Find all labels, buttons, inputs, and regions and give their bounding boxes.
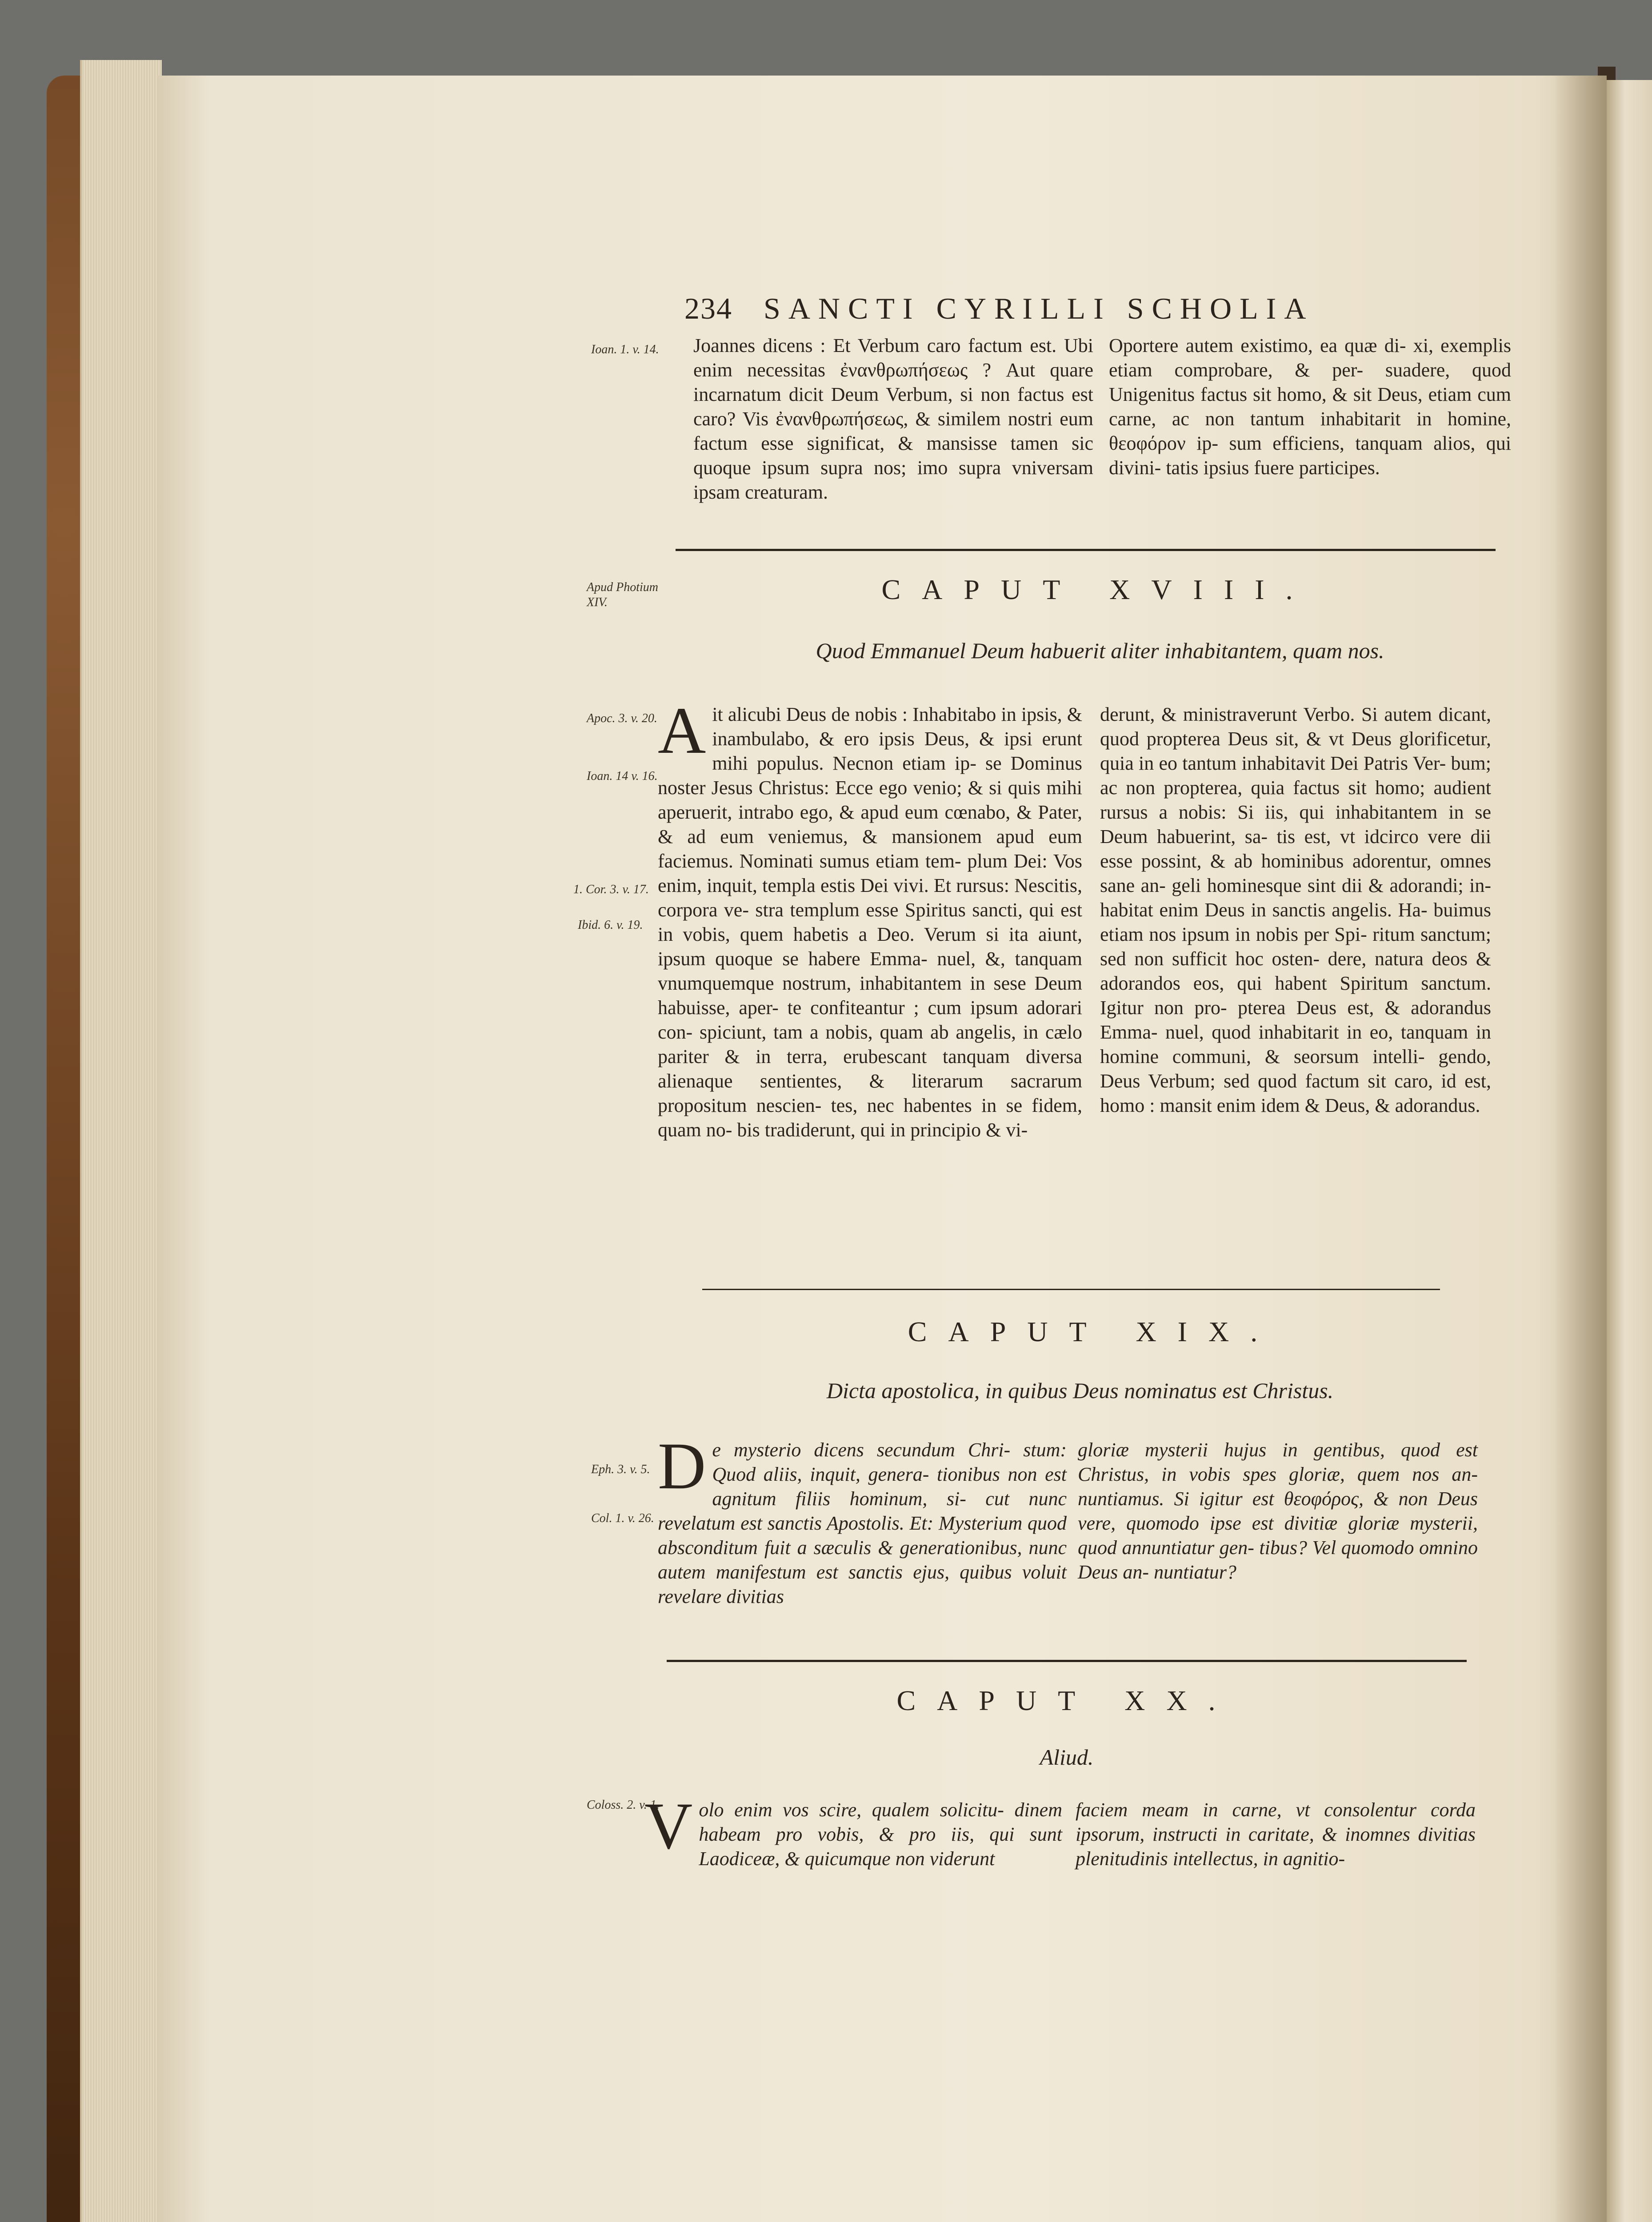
paragraph-text: qui sunt Laodiceæ, & quicumque non viderunt (699, 1823, 1062, 1870)
chapter-19-subtitle: Dicta apostolica, in quibus Deus nominatus est Christus. (826, 1378, 1334, 1403)
top-right-column: Oportere autem existimo, ea quæ di- xi, exemplis etiam comprobare, & per- suadere, quod Unigenitus factus sit homo, & sit Deus, etiam cum carne, ac non tantum inhabitarit in homine, θεοφόρον ip- sum efficiens, tanquam alios, qui divini- tatis ipsius fuere participes. (1109, 335, 1511, 479)
chapter-18-subtitle: Quod Emmanuel Deum habuerit aliter inhabitantem, quam nos. (816, 638, 1384, 663)
paragraph-text: tionibus non est agnitum filiis hominum, si- cut nunc revelatum est sanctis Apostolis. Et: Mysterium quod absconditum fuit a sæculis & generationibus, nunc autem manifestum est sanctis ejus, quibus voluit revelare divitias (658, 1463, 1067, 1607)
chapter-19-right-column: gloriæ mysterii hujus in gentibus, quod est Christus, in vobis spes gloriæ, quem nos an- nuntiamus. Si igitur est θεοφόρος, & non Deus vere, quomodo ipse est divitiæ gloriæ mysterii, quod annuntiatur gen- tibus? Vel quomodo omnino Deus an- nuntiatur? (1078, 1439, 1478, 1583)
section-rule (676, 549, 1496, 551)
top-left-column: Joannes dicens : Et Verbum caro factum est. Ubi enim necessitas ἐνανθρωπήσεως ? Aut quare incarnatum dicit Deum Verbum, si non factus est caro? Vis ἐνανθρωπήσεως, & similem nostri eum factum esse significat, & mansisse tamen sic quoque ipsum supra nos; imo supra vniversam ipsam creaturam. (693, 335, 1093, 503)
drop-cap: A (658, 694, 706, 767)
paragraph-text: olo enim vos scire, qualem solicitu- dinem habeam pro vobis, & pro iis, (699, 1799, 1062, 1845)
paragraph-text: e mysterio dicens secundum Chri- stum: Quod aliis, inquit, genera- (712, 1439, 1067, 1485)
drop-cap: D (658, 1429, 706, 1503)
page-block-edges (80, 60, 162, 2222)
margin-note-apoc: Apoc. 3. v. 20. (587, 711, 657, 725)
margin-note-ioan: Ioan. 14 v. 16. (587, 769, 658, 783)
margin-note: Ioan. 1. v. 14. (591, 343, 659, 356)
page-number: 234 (684, 292, 732, 325)
chapter-20-heading: CAPUT XX. (896, 1685, 1237, 1716)
chapter-20-left-column (644, 1789, 1062, 1871)
section-rule (702, 1289, 1440, 1290)
running-head (684, 291, 1467, 326)
section-rule (667, 1660, 1467, 1662)
paragraph-text: it alicubi Deus de nobis : Inhabitabo in ipsis, & inambulabo, & ero ipsis Deus, & ipsi erunt mihi populus. Necnon etiam ip- (712, 703, 1082, 774)
chapter-20-right-column: faciem meam in carne, vt consolentur corda ipsorum, instructi in caritate, & inomnes divitias plenitudinis intellectus, in agnitio- (1076, 1799, 1476, 1870)
running-title: SANCTI CYRILLI SCHOLIA (764, 292, 1314, 325)
side-note-photius: Apud Photium XIV. (587, 580, 658, 609)
chapter-18-heading: CAPUT XVIII. (881, 574, 1314, 605)
margin-note-coloss: Coloss. 2. v. 1. (587, 1798, 660, 1812)
chapter-20-subtitle: Aliud. (1040, 1745, 1094, 1770)
margin-note-ibid: Ibid. 6. v. 19. (578, 918, 643, 932)
chapter-18-right-column: derunt, & ministraverunt Verbo. Si autem dicant, quod propterea Deus sit, & vt Deus glorificetur, quia in eo tantum inhabitavit Dei Patris Ver- bum; ac non propterea, quia factus sit homo; audient rursus a nobis: Si iis, qui inhabitantem in se Deum habuerint, sa- tis est, vt idcirco vere dii esse possint, & ab hominibus adorentur, omnes sane an- geli hominesque sint dii & adorandi; in- habitat enim Deus in sanctis angelis. Ha- buimus etiam nos ipsum in nobis per Spi- ritum sanctum; sed non sufficit hoc osten- dere, natura deos & adorandos eos, qui habent Spiritum sanctum. Igitur non pro- pterea Deus est, & adorandus Emma- nuel, quod inhabitarit in eo, tanquam in homine communi, & seorsum intelli- gendo, Deus Verbum; sed quod factum sit caro, id est, homo : mansit enim idem & Deus, & adorandus. (1100, 703, 1491, 1116)
gutter-shadow (1553, 76, 1607, 2222)
facing-page-edge (1607, 80, 1652, 2222)
margin-note-cor: 1. Cor. 3. v. 17. (573, 883, 649, 896)
margin-note-col: Col. 1. v. 26. (591, 1511, 654, 1525)
margin-note-eph: Eph. 3. v. 5. (591, 1463, 650, 1476)
chapter-19-heading: CAPUT XIX. (908, 1316, 1279, 1347)
chapter-18-left-column (658, 694, 1083, 1142)
drop-cap: V (644, 1789, 693, 1863)
paragraph-text: se Dominus noster Jesus Christus: Ecce ego venio; & si quis mihi aperuerit, intrabo ego, & apud eum cœnabo, & Pater, & ad eum veniemus, & mansionem apud eum faciemus. Nominati sumus etiam tem- plum Dei: Vos enim, inquit, templa estis Dei vivi. Et rursus: Nescitis, corpora ve- stra templum esse Spiritus sancti, qui est in vobis, quem habetis a Deo. Verum si ita aiunt, ipsum quoque se habere Emma- nuel, &, tanquam vnumquemque nostrum, inhabitantem in sese Deum habuisse, aper- te confiteantur ; cum ipsum adorari con- spiciunt, tam a nobis, quam ab angelis, in cælo pariter & in terra, erubescant tanquam diversa alienaque sentientes, & literarum sacrarum propositum nescien- tes, nec habentes in se fidem, quam no- bis tradiderunt, qui in principio & vi- (658, 752, 1083, 1141)
chapter-19-left-column (658, 1429, 1067, 1609)
